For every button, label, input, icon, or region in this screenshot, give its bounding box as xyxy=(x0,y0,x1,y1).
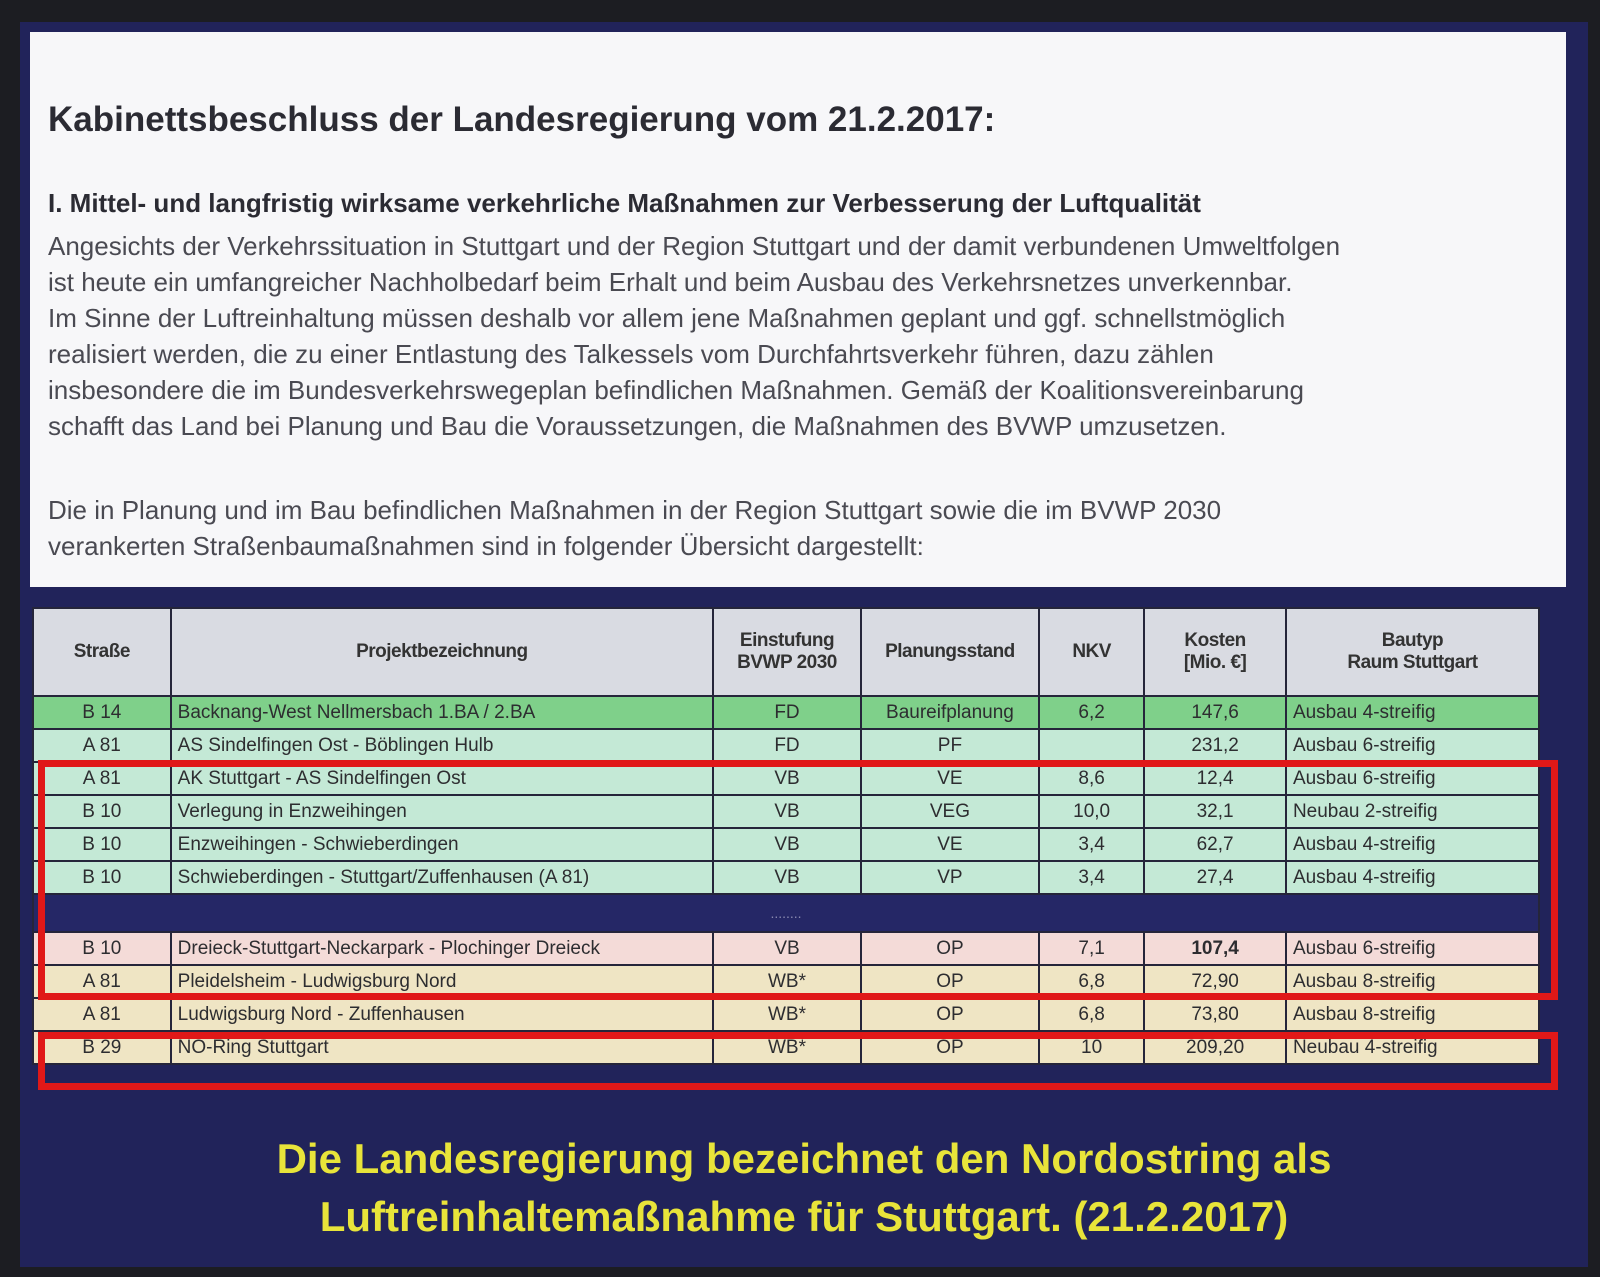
cell-nkv: 10 xyxy=(1039,1031,1144,1064)
table-header-row xyxy=(33,608,1539,696)
column-header-strasse: Straße xyxy=(33,608,171,696)
cell-projekt: AK Stuttgart - AS Sindelfingen Ost xyxy=(171,762,713,795)
slide-title: Kabinettsbeschluss der Landesregierung vom 21.2.2017: xyxy=(48,100,996,139)
cell-projekt: AS Sindelfingen Ost - Böblingen Hulb xyxy=(171,729,713,762)
cell-einstufung: FD xyxy=(713,696,861,729)
slide xyxy=(20,22,1588,1267)
cell-strasse: B 14 xyxy=(33,696,171,729)
cell-bautyp: Ausbau 6-streifig xyxy=(1286,762,1539,795)
cell-nkv: 8,6 xyxy=(1039,762,1144,795)
cell-kosten: 209,20 xyxy=(1144,1031,1286,1064)
cell-planungsstand: OP xyxy=(861,1031,1039,1064)
cell-kosten: 73,80 xyxy=(1144,998,1286,1031)
paragraph-line: verankerten Straßenbaumaßnahmen sind in folgender Übersicht dargestellt: xyxy=(48,531,924,561)
paragraph-line: schafft das Land bei Planung und Bau die Voraussetzungen, die Maßnahmen des BVWP umzusetzen. xyxy=(48,411,1227,441)
cell-nkv: 10,0 xyxy=(1039,795,1144,828)
highlight-frame-b29 xyxy=(38,1032,1558,1090)
cell-nkv: 3,4 xyxy=(1039,828,1144,861)
paragraph-line: Angesichts der Verkehrssituation in Stuttgart und der Region Stuttgart und der damit verbundenen Umweltfolgen xyxy=(48,231,1341,261)
cell-bautyp: Ausbau 4-streifig xyxy=(1286,696,1539,729)
conclusion-caption xyxy=(20,1130,1588,1246)
paragraph-line: Die in Planung und im Bau befindlichen Maßnahmen in der Region Stuttgart sowie die im BVWP 2030 xyxy=(48,495,1222,525)
cell-kosten: 72,90 xyxy=(1144,965,1286,998)
cell-nkv: 3,4 xyxy=(1039,861,1144,894)
cell-projekt: Verlegung in Enzweihingen xyxy=(171,795,713,828)
cell-planungsstand: Baureifplanung xyxy=(861,696,1039,729)
cell-strasse: A 81 xyxy=(33,729,171,762)
cell-einstufung: FD xyxy=(713,729,861,762)
conclusion-line: Die Landesregierung bezeichnet den Nordostring als xyxy=(276,1135,1332,1182)
cell-nkv: 6,8 xyxy=(1039,965,1144,998)
cell-bautyp: Neubau 2-streifig xyxy=(1286,795,1539,828)
intro-paragraph xyxy=(48,228,1538,444)
cell-nkv: 7,1 xyxy=(1039,932,1144,965)
column-header-projekt: Projektbezeichnung xyxy=(171,608,713,696)
cell-projekt: Enzweihingen - Schwieberdingen xyxy=(171,828,713,861)
cell-planungsstand: PF xyxy=(861,729,1039,762)
cell-einstufung: VB xyxy=(713,861,861,894)
cell-nkv: 6,8 xyxy=(1039,998,1144,1031)
cell-einstufung: VB xyxy=(713,795,861,828)
paragraph-line: ist heute ein umfangreicher Nachholbedarf beim Erhalt und beim Ausbau des Verkehrsnetzes unverkennbar. xyxy=(48,267,1293,297)
column-header-bautyp: Bautyp Raum Stuttgart xyxy=(1286,608,1539,696)
cell-einstufung: WB* xyxy=(713,1031,861,1064)
cell-strasse: B 29 xyxy=(33,1031,171,1064)
cell-bautyp: Neubau 4-streifig xyxy=(1286,1031,1539,1064)
cell-strasse: B 10 xyxy=(33,861,171,894)
cell-einstufung: VB xyxy=(713,932,861,965)
cell-projekt: Backnang-West Nellmersbach 1.BA / 2.BA xyxy=(171,696,713,729)
cell-bautyp: Ausbau 6-streifig xyxy=(1286,932,1539,965)
cell-kosten: 27,4 xyxy=(1144,861,1286,894)
cell-bautyp: Ausbau 6-streifig xyxy=(1286,729,1539,762)
cell-bautyp: Ausbau 8-streifig xyxy=(1286,965,1539,998)
cell-strasse: B 10 xyxy=(33,795,171,828)
column-header-einstufung: Einstufung BVWP 2030 xyxy=(713,608,861,696)
column-header-planungsstand: Planungsstand xyxy=(861,608,1039,696)
separator-dots: ........ xyxy=(33,894,1539,932)
cell-kosten: 62,7 xyxy=(1144,828,1286,861)
cell-strasse: A 81 xyxy=(33,998,171,1031)
cell-planungsstand: OP xyxy=(861,965,1039,998)
paragraph-line: Im Sinne der Luftreinhaltung müssen deshalb vor allem jene Maßnahmen geplant und ggf. schnellstmöglich xyxy=(48,303,1286,333)
cell-planungsstand: VP xyxy=(861,861,1039,894)
cell-kosten: 147,6 xyxy=(1144,696,1286,729)
cell-strasse: B 10 xyxy=(33,828,171,861)
cell-bautyp: Ausbau 4-streifig xyxy=(1286,828,1539,861)
overview-paragraph xyxy=(48,492,1538,564)
cell-nkv xyxy=(1039,729,1144,762)
column-header-kosten: Kosten [Mio. €] xyxy=(1144,608,1286,696)
cell-planungsstand: VE xyxy=(861,762,1039,795)
cell-bautyp: Ausbau 8-streifig xyxy=(1286,998,1539,1031)
cell-nkv: 6,2 xyxy=(1039,696,1144,729)
cell-planungsstand: VEG xyxy=(861,795,1039,828)
cell-strasse: A 81 xyxy=(33,965,171,998)
highlight-frame-b10 xyxy=(38,760,1558,1000)
cell-strasse: B 10 xyxy=(33,932,171,965)
cell-planungsstand: VE xyxy=(861,828,1039,861)
table-row xyxy=(33,696,1539,729)
cell-einstufung: VB xyxy=(713,762,861,795)
cell-projekt: Pleidelsheim - Ludwigsburg Nord xyxy=(171,965,713,998)
cell-bautyp: Ausbau 4-streifig xyxy=(1286,861,1539,894)
column-header-nkv: NKV xyxy=(1039,608,1144,696)
cell-einstufung: WB* xyxy=(713,965,861,998)
cell-planungsstand: OP xyxy=(861,932,1039,965)
section-heading: I. Mittel- und langfristig wirksame verkehrliche Maßnahmen zur Verbesserung der Luftqualität xyxy=(48,188,1201,218)
cell-kosten: 32,1 xyxy=(1144,795,1286,828)
cell-projekt: Ludwigsburg Nord - Zuffenhausen xyxy=(171,998,713,1031)
paragraph-line: realisiert werden, die zu einer Entlastung des Talkessels vom Durchfahrtsverkehr führen, dazu zählen xyxy=(48,339,1214,369)
conclusion-line: Luftreinhaltemaßnahme für Stuttgart. (21.2.2017) xyxy=(319,1193,1289,1240)
cell-strasse: A 81 xyxy=(33,762,171,795)
table-row xyxy=(33,998,1539,1031)
cell-planungsstand: OP xyxy=(861,998,1039,1031)
cell-projekt: NO-Ring Stuttgart xyxy=(171,1031,713,1064)
cell-einstufung: VB xyxy=(713,828,861,861)
table-row xyxy=(33,729,1539,762)
text-panel xyxy=(30,32,1566,587)
cell-projekt: Schwieberdingen - Stuttgart/Zuffenhausen (A 81) xyxy=(171,861,713,894)
cell-einstufung: WB* xyxy=(713,998,861,1031)
cell-kosten: 231,2 xyxy=(1144,729,1286,762)
cell-kosten: 12,4 xyxy=(1144,762,1286,795)
cell-projekt: Dreieck-Stuttgart-Neckarpark - Plochinger Dreieck xyxy=(171,932,713,965)
paragraph-line: insbesondere die im Bundesverkehrswegeplan befindlichen Maßnahmen. Gemäß der Koalitionsvereinbarung xyxy=(48,375,1304,405)
cell-kosten: 107,4 xyxy=(1144,932,1286,965)
